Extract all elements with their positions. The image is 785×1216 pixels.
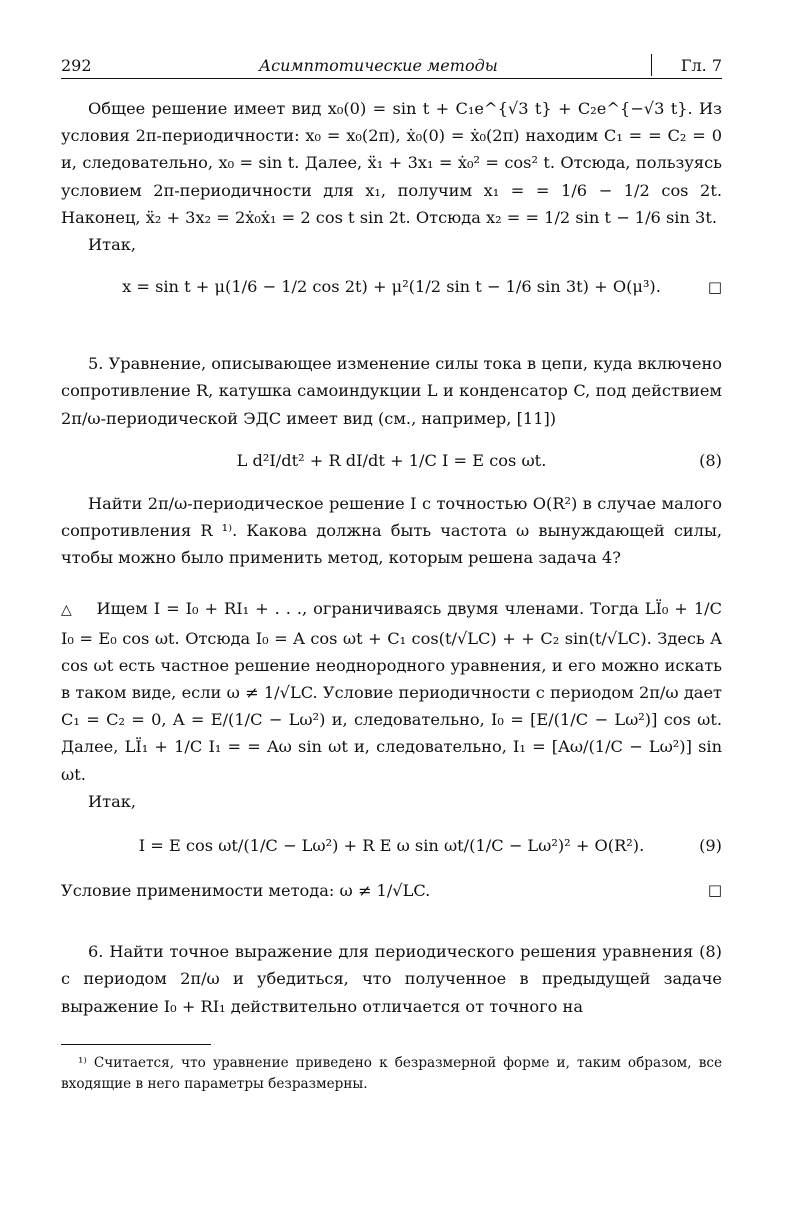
solution-paragraph xyxy=(61,595,722,787)
equation-9-number: (9) xyxy=(699,836,722,856)
qed-square-2: □ xyxy=(707,881,722,900)
chapter-label: Гл. 7 xyxy=(680,56,722,75)
page-number: 292 xyxy=(61,56,92,75)
problem-6-statement: 6. Найти точное выражение для периодического решения уравнения (8) с периодом 2π/ω и убедиться, что полученное в предыдущей задаче выражение I₀ + RI₁ действительно отличается от точного на xyxy=(61,942,722,1016)
header-rule xyxy=(61,78,722,79)
footnote: ¹⁾ Считается, что уравнение приведено к безразмерной форме и, таким образом, все входящие в него параметры безразмерны. xyxy=(61,1054,722,1092)
equation-8 xyxy=(61,432,722,490)
equation-9 xyxy=(61,815,722,877)
paragraph-general-solution: Общее решение имеет вид x₀(0) = sin t + C₁e^{√3 t} + C₂e^{−√3 t}. Из условия 2π-периодичности: x₀ = x₀(2π), ẋ₀(0) = ẋ₀(2π) находим C₁ = = C₂ = 0 и, следовательно, x₀ = sin t. Далее, ẍ₁ + 3x₁ = ẋ₀² = cos² t. Отсюда, пользуясь условием 2π-периодичности для x₁, получим x₁ = = 1/6 − 1/2 cos 2t. Наконец, ẍ₂ + 3x₂ = 2ẋ₀ẋ₁ = 2 cos t sin 2t. Отсюда x₂ = = 1/2 sin t − 1/6 sin 3t. xyxy=(61,99,722,227)
itak-label-2: Итак, xyxy=(88,791,136,811)
equation-x-text: x = sin t + μ(1/6 − 1/2 cos 2t) + μ²(1/2 sin t − 1/6 sin 3t) + O(μ³). xyxy=(122,277,661,297)
itak-label-1: Итак, xyxy=(88,235,136,255)
solution-text: Ищем I = I₀ + RI₁ + . . ., ограничиваясь двумя членами. Тогда LÏ₀ + 1/C I₀ = E₀ cos ωt. Отсюда I₀ = A cos ωt + C₁ cos(t/√LC) + + C₂ sin(t/√LC). Здесь A cos ωt есть частное решение неоднородного уравнения, и его можно искать в таком виде, если ω ≠ 1/√LC. Условие периодичности с периодом 2π/ω дает C₁ = C₂ = 0, A = E/(1/C − Lω²) и, следовательно, I₀ = [E/(1/C − Lω²)] cos ωt. Далее, LÏ₁ + 1/C I₁ = = Aω sin ωt и, следовательно, I₁ = [Aω/(1/C − Lω²)] sin ωt. xyxy=(61,599,722,784)
triangle-mark: △ xyxy=(61,602,73,619)
equation-8-number: (8) xyxy=(699,450,722,470)
applicability-text: Условие применимости метода: ω ≠ 1/√LC. xyxy=(61,881,431,901)
problem-5-statement: 5. Уравнение, описывающее изменение силы тока в цепи, куда включено сопротивление R, катушка самоиндукции L и конденсатор C, под действием 2π/ω-периодической ЭДС имеет вид (см., например, [11]) xyxy=(61,354,722,428)
equation-8-text: L d²I/dt² + R dI/dt + 1/C I = E cos ωt. xyxy=(236,450,547,470)
page-header xyxy=(61,52,722,78)
qed-square: □ xyxy=(707,278,722,297)
footnote-rule xyxy=(61,1044,211,1045)
applicability-condition xyxy=(61,877,722,904)
problem-5-task: Найти 2π/ω-периодическое решение I с точностью O(R²) в случае малого сопротивления R ¹⁾. Какова должна быть частота ω вынуждающей силы, чтобы можно было применить метод, которым решена задача 4? xyxy=(61,493,722,568)
page xyxy=(61,52,722,1095)
equation-9-text: I = E cos ωt/(1/C − Lω²) + R E ω sin ωt/(1/C − Lω²)² + O(R²). xyxy=(138,836,645,856)
running-title: Асимптотические методы xyxy=(259,56,498,75)
equation-x xyxy=(61,258,722,316)
header-bar xyxy=(651,54,652,76)
